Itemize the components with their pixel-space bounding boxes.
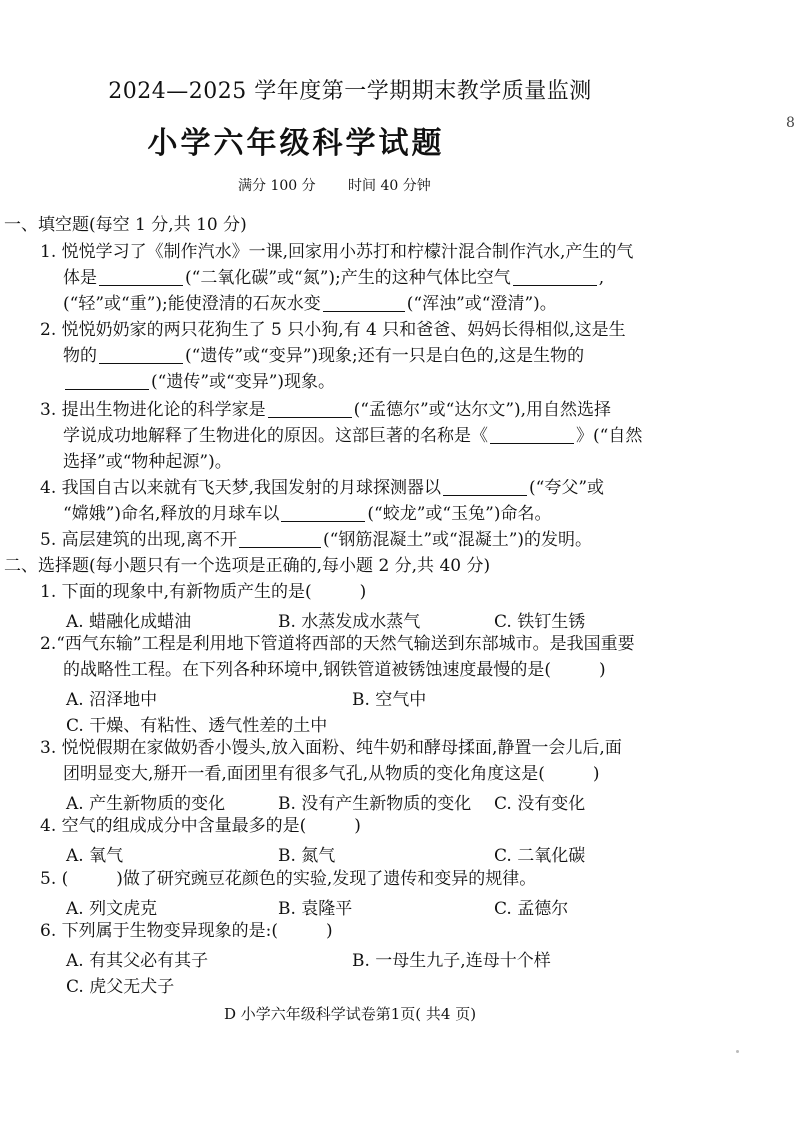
answer-blank[interactable] — [65, 371, 149, 390]
s2-q2-line1: 2.“西气东输”工程是利用地下管道将西部的天然气输送到东部城市。是我国重要 — [40, 634, 635, 654]
s2-q5-option-c[interactable]: C. 孟德尔 — [494, 899, 569, 919]
s2-q4-option-a[interactable]: A. 氧气 — [66, 846, 124, 866]
s1-q3-text-b: (“孟德尔”或“达尔文”),用自然选择 — [353, 400, 612, 420]
answer-blank[interactable] — [323, 293, 405, 312]
s1-q2-text-a: 物的 — [63, 346, 97, 366]
s1-q2-line2 — [63, 343, 584, 369]
s2-q5-stem-a: 5. ( — [40, 869, 69, 889]
s1-q3-text-c: 学说成功地解释了生物进化的原因。这部巨著的名称是《 — [63, 426, 488, 446]
s2-q6-stem-a: 6. 下列属于生物变异现象的是:( — [40, 921, 278, 941]
full-score: 满分 100 分 — [238, 178, 316, 194]
s2-q3-text-b: ) — [592, 764, 600, 784]
s1-q5-line1 — [40, 527, 592, 553]
page-footer: D 小学六年级科学试卷第1页( 共4 页) — [223, 1005, 477, 1023]
s2-q1-stem — [40, 579, 366, 605]
s2-q1-option-a[interactable]: A. 蜡融化成蜡油 — [66, 612, 192, 632]
s1-q3-line1 — [40, 397, 611, 423]
s1-q2-line1: 2. 悦悦奶奶家的两只花狗生了 5 只小狗,有 4 只和爸爸、妈妈长得相似,这是生 — [40, 320, 626, 340]
s2-q6-option-c[interactable]: C. 虎父无犬子 — [66, 977, 175, 997]
s1-q3-line2 — [63, 423, 642, 449]
s2-q2-option-c[interactable]: C. 干燥、有粘性、透气性差的土中 — [66, 716, 328, 736]
s1-q1-line1: 1. 悦悦学习了《制作汽水》一课,回家用小苏打和柠檬汁混合制作汽水,产生的气 — [40, 242, 634, 262]
s2-q6-stem — [40, 918, 333, 944]
answer-blank[interactable] — [513, 267, 597, 286]
s2-q5-stem-b: )做了研究豌豆花颜色的实验,发现了遗传和变异的规律。 — [116, 869, 537, 889]
s1-q4-line2 — [63, 501, 551, 527]
s2-q4-stem — [40, 813, 361, 839]
s1-q2-line3 — [63, 369, 335, 395]
s2-q3-text-a: 团明显变大,掰开一看,面团里有很多气孔,从物质的变化角度这是( — [63, 764, 545, 784]
s1-q4-text-b: (“夸父”或 — [529, 478, 605, 498]
s2-q2-option-b[interactable]: B. 空气中 — [352, 690, 427, 710]
s1-q5-text-b: (“钢筋混凝土”或“混凝土”)的发明。 — [323, 530, 593, 550]
s2-q1-stem-b: ) — [359, 582, 367, 602]
s2-q2-text-a: 的战略性工程。在下列各种环境中,钢铁管道被锈蚀速度最慢的是( — [63, 660, 552, 680]
s2-q3-option-a[interactable]: A. 产生新物质的变化 — [66, 794, 226, 814]
s1-q4-text-c: “嫦娥”)命名,释放的月球车以 — [63, 504, 280, 524]
s1-q4-text-a: 4. 我国自古以来就有飞天梦,我国发射的月球探测器以 — [40, 478, 442, 498]
s1-q5-text-a: 5. 高层建筑的出现,离不开 — [40, 530, 238, 550]
s1-q1-line3 — [63, 291, 557, 317]
s1-q3-text-d: 》(“自然 — [576, 426, 643, 446]
s2-q5-option-a[interactable]: A. 列文虎克 — [66, 899, 158, 919]
s2-q4-option-c[interactable]: C. 二氧化碳 — [494, 846, 586, 866]
s2-q3-line2 — [63, 761, 599, 787]
s2-q5-stem — [40, 866, 536, 892]
s2-q4-stem-a: 4. 空气的组成成分中含量最多的是( — [40, 816, 307, 836]
answer-blank[interactable] — [99, 267, 183, 286]
s2-q4-option-b[interactable]: B. 氮气 — [278, 846, 336, 866]
s2-q1-option-b[interactable]: B. 水蒸发成水蒸气 — [278, 612, 421, 632]
s2-q1-stem-a: 1. 下面的现象中,有新物质产生的是( — [40, 582, 312, 602]
paper-title: 小学六年级科学试题 — [147, 126, 445, 161]
section1-title: 一、填空题(每空 1 分,共 10 分) — [4, 215, 247, 235]
s2-q3-option-c[interactable]: C. 没有变化 — [494, 794, 586, 814]
s2-q3-option-b[interactable]: B. 没有产生新物质的变化 — [278, 794, 472, 814]
s1-q4-line1 — [40, 475, 604, 501]
s1-q1-text-d: (“轻”或“重”);能使澄清的石灰水变 — [63, 294, 321, 314]
exam-time: 时间 40 分钟 — [348, 178, 431, 194]
s2-q2-text-b: ) — [599, 660, 606, 680]
s1-q1-text-c: , — [598, 268, 605, 288]
s2-q2-line2 — [63, 657, 606, 683]
s2-q2-option-a[interactable]: A. 沼泽地中 — [66, 690, 158, 710]
s1-q3-text-a: 3. 提出生物进化论的科学家是 — [40, 400, 266, 420]
s1-q1-text-a: 体是 — [63, 268, 97, 288]
s2-q6-option-a[interactable]: A. 有其父必有其子 — [66, 951, 209, 971]
s1-q2-text-c: (“遗传”或“变异”)现象。 — [151, 372, 336, 392]
s2-q6-stem-b: ) — [325, 921, 333, 941]
answer-blank[interactable] — [268, 399, 352, 418]
s2-q6-option-b[interactable]: B. 一母生九子,连母十个样 — [352, 951, 551, 971]
s1-q2-text-b: (“遗传”或“变异”)现象;还有一只是白色的,这是生物的 — [185, 346, 585, 366]
s1-q1-line2 — [63, 265, 604, 291]
s2-q1-option-c[interactable]: C. 铁钉生锈 — [494, 612, 586, 632]
section2-title: 二、选择题(每小题只有一个选项是正确的,每小题 2 分,共 40 分) — [4, 556, 491, 576]
exam-title: 2024—2025 学年度第一学期期末教学质量监测 — [108, 79, 592, 104]
corner-mark: 8 — [786, 115, 795, 131]
answer-blank[interactable] — [239, 529, 321, 548]
s1-q1-text-b: (“二氧化碳”或“氮”);产生的这种气体比空气 — [185, 268, 511, 288]
s1-q1-text-e: (“浑浊”或“澄清”)。 — [406, 294, 557, 314]
s2-q4-stem-b: ) — [354, 816, 361, 836]
s2-q5-option-b[interactable]: B. 袁隆平 — [278, 899, 353, 919]
s1-q4-text-d: (“蛟龙”或“玉兔”)命名。 — [367, 504, 552, 524]
answer-blank[interactable] — [99, 345, 183, 364]
scan-speck — [736, 1050, 739, 1053]
s2-q3-line1: 3. 悦悦假期在家做奶香小馒头,放入面粉、纯牛奶和酵母揉面,静置一会儿后,面 — [40, 738, 622, 758]
answer-blank[interactable] — [281, 503, 365, 522]
answer-blank[interactable] — [443, 477, 527, 496]
s1-q3-line3: 选择”或“物种起源”)。 — [63, 452, 232, 472]
answer-blank[interactable] — [490, 425, 574, 444]
